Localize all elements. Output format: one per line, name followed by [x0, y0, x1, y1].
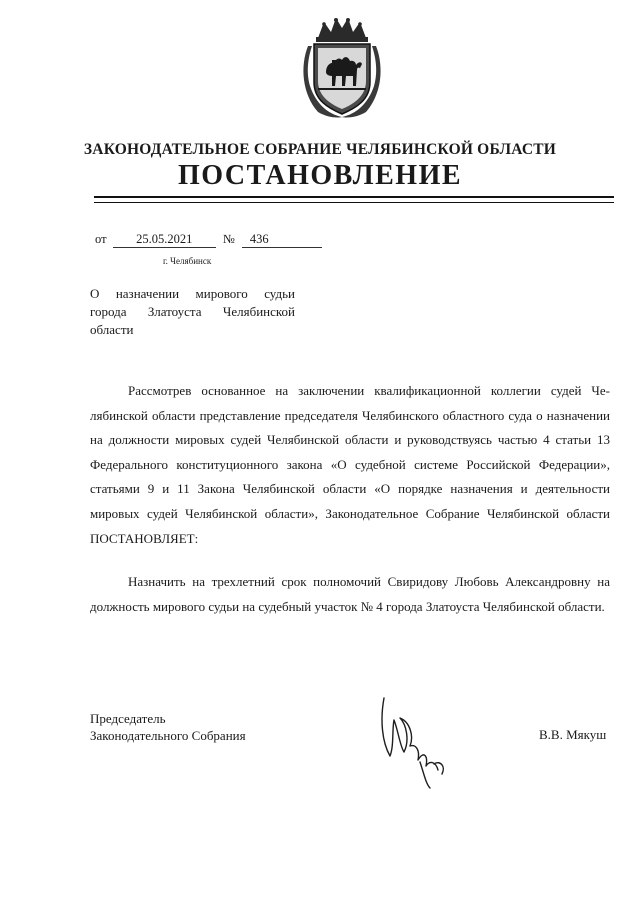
document-subject: О назначении мирового судьи города Златоуста Челябинской области [90, 286, 295, 337]
date-label: от [95, 232, 107, 246]
body-paragraph-2: Назначить на трехлетний срок полномочий Свиридову Любовь Александровну на должность мирового судьи на судебный участок № 4 города Златоуста Челябинской области. [90, 574, 610, 614]
chelyabinsk-region-coat-of-arms-icon [298, 16, 386, 120]
signatory-name: В.В. Мякуш [539, 727, 607, 742]
document-type-title: ПОСТАНОВЛЕНИЕ [177, 160, 463, 191]
signatory-title-line-2: Законодательного Собрания [90, 728, 246, 743]
document-number: 436 [242, 232, 322, 248]
signatory-title-line-1: Председатель [90, 711, 166, 726]
body-paragraph-1: Рассмотрев основанное на заключении квалификационной коллегии судей Челябинской области представление председателя Челябинского областного суда о назначении на должности мировых судей Челябинской области и руководствуясь частью 4 статьи 13 Федерального конституционного закона «О судебной системе Российской Федерации», статьями 9 и 11 Закона Челябинской области «О порядке назначения и деятельности мировых судей Челябинской области», Законодательное Собрание Челябинской области ПОСТАНОВЛЯЕТ: [90, 383, 610, 546]
header-divider-thin [94, 202, 614, 203]
signatory-title [90, 710, 246, 744]
city-label: г. Челябинск [163, 256, 212, 266]
date-number-line [95, 232, 322, 248]
handwritten-signature-icon [370, 690, 460, 790]
header-divider-thick [94, 196, 614, 198]
number-label: № [222, 232, 235, 246]
organization-title: ЗАКОНОДАТЕЛЬНОЕ СОБРАНИЕ ЧЕЛЯБИНСКОЙ ОБЛАСТИ [83, 141, 557, 158]
document-date: 25.05.2021 [113, 232, 216, 248]
